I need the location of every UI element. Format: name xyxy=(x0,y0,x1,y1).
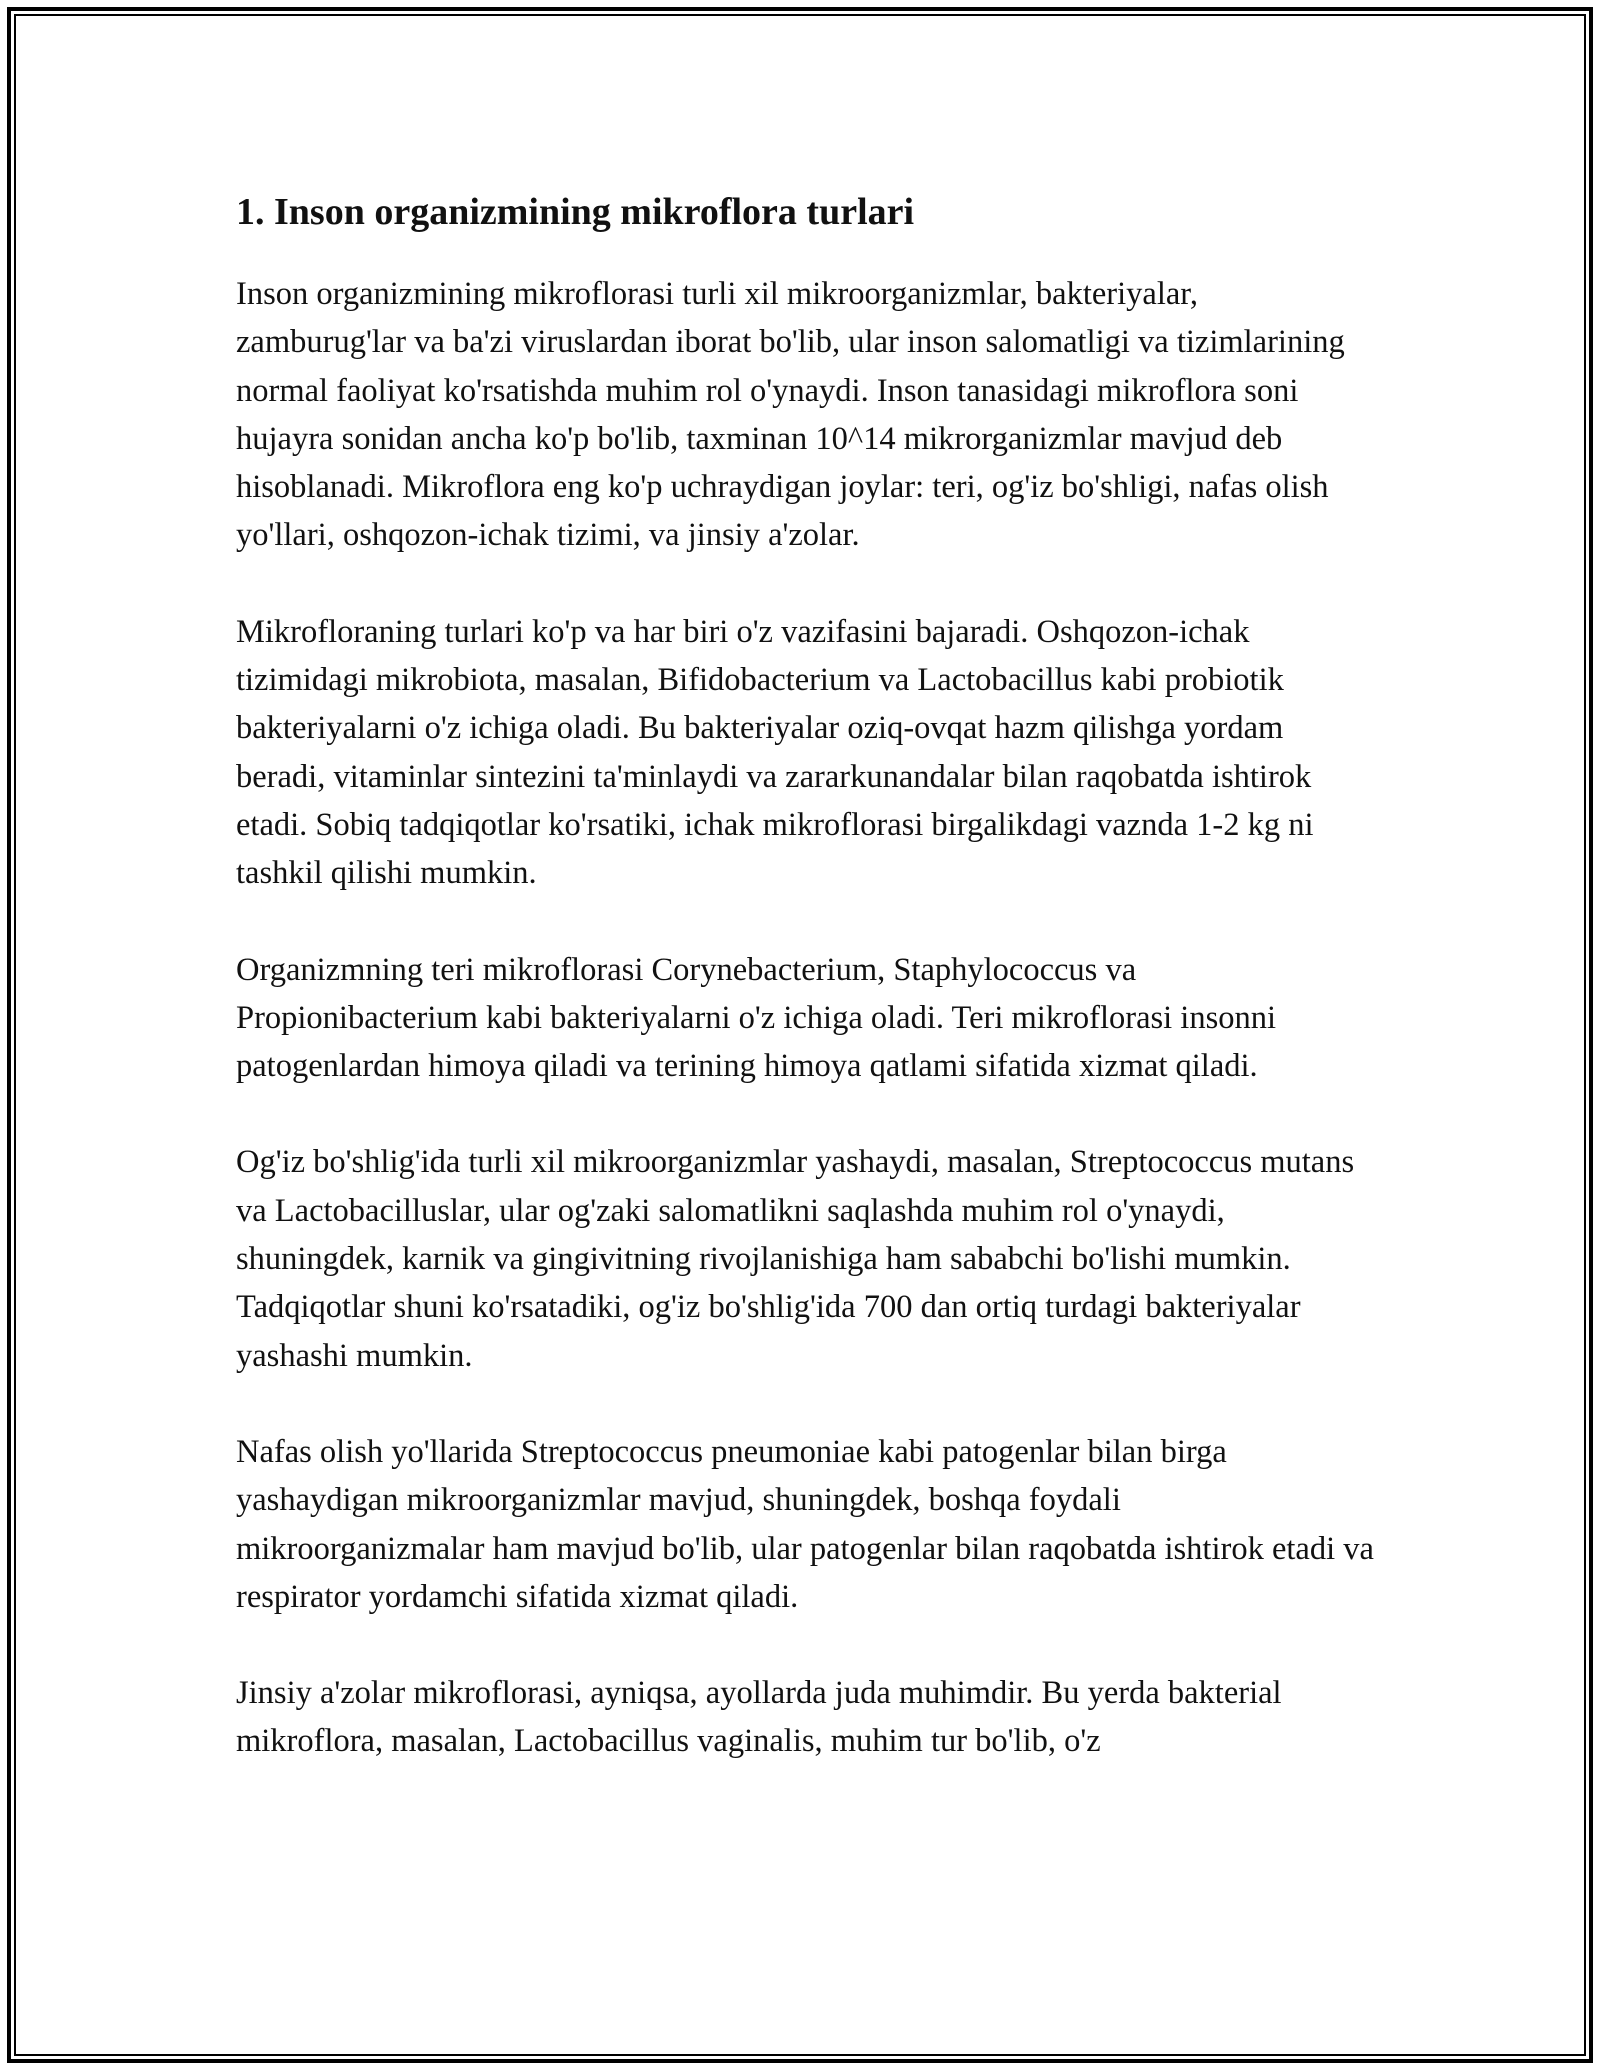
paragraph-oral-microflora: Og'iz bo'shlig'ida turli xil mikroorganizmlar yashaydi, masalan, Streptococcus mutans va Lactobacilluslar, ular og'zaki salomatlikni saqlashda muhim rol o'ynaydi, shuningdek, karnik va gingivitning rivojlanishiga ham sababchi bo'lishi mumkin. Tadqiqotlar shuni ko'rsatadiki, og'iz bo'shlig'ida 700 dan ortiq turdagi bakteriyalar yashashi mumkin. xyxy=(236,1144,1355,1374)
paragraph-genital-microflora: Jinsiy a'zolar mikroflorasi, ayniqsa, ayollarda juda muhimdir. Bu yerda bakterial mikroflora, masalan, Lactobacillus vaginalis, muhim tur bo'lib, o'z xyxy=(236,1675,1282,1760)
paragraph-gut-microflora: Mikrofloraning turlari ko'p va har biri o'z vazifasini bajaradi. Oshqozon-ichak tizimidagi mikrobiota, masalan, Bifidobacterium va Lactobacillus kabi probiotik bakteriyalarni o'z ichiga oladi. Bu bakteriyalar oziq-ovqat hazm qilishga yordam beradi, vitaminlar sintezini ta'minlaydi va zararkunandalar bilan raqobatda ishtirok etadi. Sobiq tadqiqotlar ko'rsatiki, ichak mikroflorasi birgalikdagi vaznda 1-2 kg ni tashkil qilishi mumkin. xyxy=(236,613,1314,892)
paragraph-overview: Inson organizmining mikroflorasi turli xil mikroorganizmlar, bakteriyalar, zamburug'lar va ba'zi viruslardan iborat bo'lib, ular inson salomatligi va tizimlarining normal faoliyat ko'rsatishda muhim rol o'ynaydi. Inson tanasidagi mikroflora soni hujayra sonidan ancha ko'p bo'lib, taxminan 10^14 mikrorganizmlar mavjud deb hisoblanadi. Mikroflora eng ko'p uchraydigan joylar: teri, og'iz bo'shligi, nafas olish yo'llari, oshqozon-ichak tizimi, va jinsiy a'zolar. xyxy=(236,276,1345,554)
paragraph-skin-microflora: Organizmning teri mikroflorasi Corynebacterium, Staphylococcus va Propionibacterium kabi bakteriyalarni o'z ichiga oladi. Teri mikroflorasi insonni patogenlardan himoya qiladi va terining himoya qatlami sifatida xizmat qiladi. xyxy=(236,951,1276,1085)
document-body xyxy=(236,182,1376,1814)
page-title: 1. Inson organizmining mikroflora turlari xyxy=(236,191,915,233)
paragraph-respiratory-microflora: Nafas olish yo'llarida Streptococcus pneumoniae kabi patogenlar bilan birga yashaydigan mikroorganizmlar mavjud, shuningdek, boshqa foydali mikroorganizmalar ham mavjud bo'lib, ular patogenlar bilan raqobatda ishtirok etadi va respirator yordamchi sifatida xizmat qiladi. xyxy=(236,1433,1374,1615)
